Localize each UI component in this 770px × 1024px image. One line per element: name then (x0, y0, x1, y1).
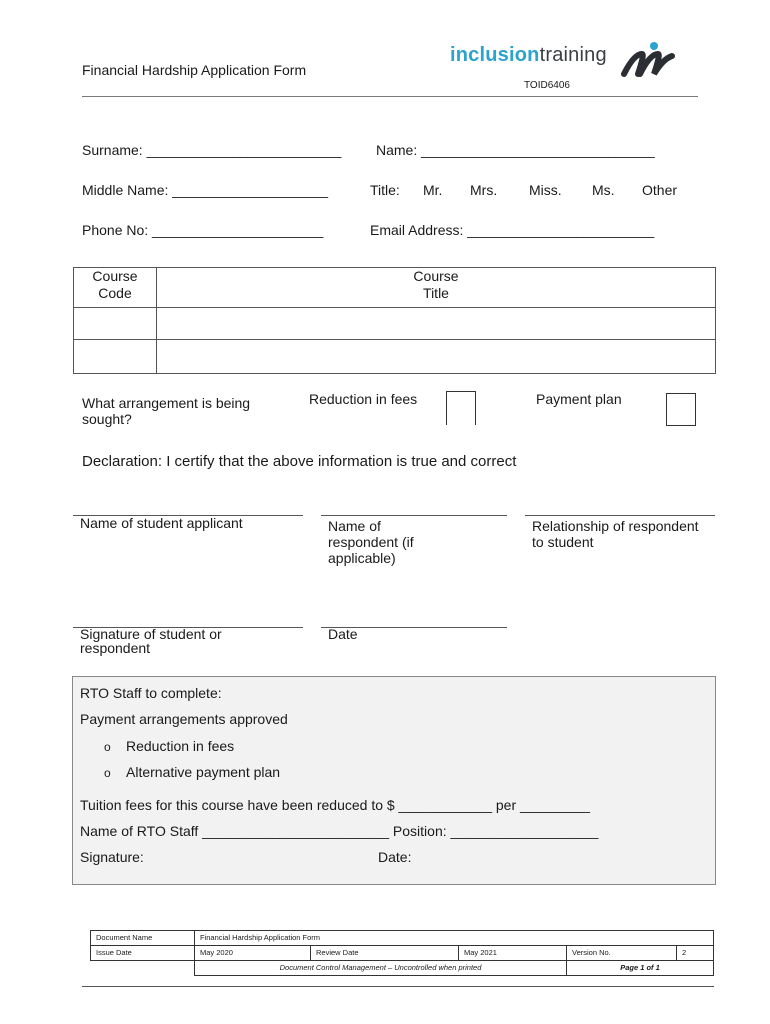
form-title: Financial Hardship Application Form (82, 62, 307, 78)
payment-plan-label: Payment plan (536, 391, 622, 407)
email-field[interactable]: Email Address: ________________________ (370, 222, 655, 238)
logo-bold-text: inclusion (450, 44, 540, 66)
issue-date-label: Issue Date (91, 946, 195, 961)
middle-name-field[interactable]: Middle Name: ____________________ (82, 182, 328, 198)
rto-signature-label[interactable]: Signature: (80, 849, 144, 865)
footer-note: Document Control Management – Uncontrolled when printed (195, 961, 567, 976)
course-code-header-line2: Code (98, 285, 132, 301)
surname-field[interactable]: Surname: _________________________ (82, 142, 342, 158)
title-option-miss[interactable]: Miss. (529, 182, 562, 198)
logo (450, 44, 607, 67)
course-code-cell-1[interactable] (74, 308, 157, 340)
logo-light-text: training (539, 44, 607, 66)
relationship-label: Relationship of respondent to student (532, 518, 699, 550)
rto-date-label[interactable]: Date: (378, 849, 412, 865)
course-table (73, 267, 716, 374)
student-name-label: Name of student applicant (80, 515, 243, 531)
title-label: Title: (370, 182, 400, 198)
course-code-header (74, 268, 157, 308)
bullet-icon: o (104, 740, 111, 754)
signature-label: Signature of student or respondent (80, 626, 222, 656)
doc-id: TOID6406 (524, 80, 570, 91)
course-title-header-line2: Title (423, 285, 449, 301)
issue-date-value: May 2020 (195, 946, 311, 961)
rto-option-reduction-label: Reduction in fees (126, 738, 235, 754)
logo-mark-icon (620, 40, 676, 78)
rto-option-alternative[interactable] (104, 764, 280, 780)
title-option-other[interactable]: Other (642, 182, 678, 198)
version-value: 2 (677, 946, 714, 961)
relationship-line (525, 515, 715, 516)
doc-name-label: Document Name (91, 931, 195, 946)
course-title-cell-2[interactable] (157, 340, 716, 374)
respondent-name-label: Name of respondent (if applicable) (328, 518, 414, 566)
rto-option-reduction[interactable] (104, 738, 234, 754)
payment-plan-checkbox[interactable] (666, 393, 696, 426)
name-field[interactable]: Name: ______________________________ (376, 142, 655, 158)
course-code-cell-2[interactable] (74, 340, 157, 374)
course-title-header (157, 268, 716, 308)
course-title-header-line1: Course (413, 268, 459, 284)
title-option-mr[interactable]: Mr. (423, 182, 443, 198)
reduction-in-fees-checkbox[interactable] (446, 391, 476, 425)
respondent-name-line (321, 515, 507, 516)
document-control-table (90, 930, 714, 976)
phone-field[interactable]: Phone No: ______________________ (82, 222, 324, 238)
rto-tuition-field[interactable]: Tuition fees for this course have been reduced to $ ____________ per _________ (80, 797, 591, 813)
course-title-cell-1[interactable] (157, 308, 716, 340)
title-option-ms[interactable]: Ms. (592, 182, 615, 198)
rto-staff-field[interactable]: Name of RTO Staff ________________________ Position: ___________________ (80, 823, 599, 839)
review-date-label: Review Date (311, 946, 459, 961)
title-option-mrs[interactable]: Mrs. (470, 182, 498, 198)
footer-empty-cell (91, 961, 195, 976)
declaration-text: Declaration: I certify that the above information is true and correct (82, 453, 517, 470)
reduction-in-fees-label: Reduction in fees (309, 391, 418, 407)
bullet-icon: o (104, 766, 111, 780)
rto-heading: RTO Staff to complete: (80, 685, 222, 701)
rto-staff-section (72, 676, 716, 885)
review-date-value: May 2021 (459, 946, 567, 961)
course-code-header-line1: Course (92, 268, 138, 284)
doc-name-value: Financial Hardship Application Form (195, 931, 714, 946)
rto-option-alternative-label: Alternative payment plan (126, 764, 281, 780)
arrangement-question: What arrangement is being sought? (82, 395, 251, 427)
header-divider (82, 96, 698, 97)
version-label: Version No. (567, 946, 677, 961)
page-number: Page 1 of 1 (567, 961, 714, 976)
rto-approved-label: Payment arrangements approved (80, 711, 288, 727)
date-label: Date (328, 626, 358, 642)
footer-divider (82, 986, 714, 987)
